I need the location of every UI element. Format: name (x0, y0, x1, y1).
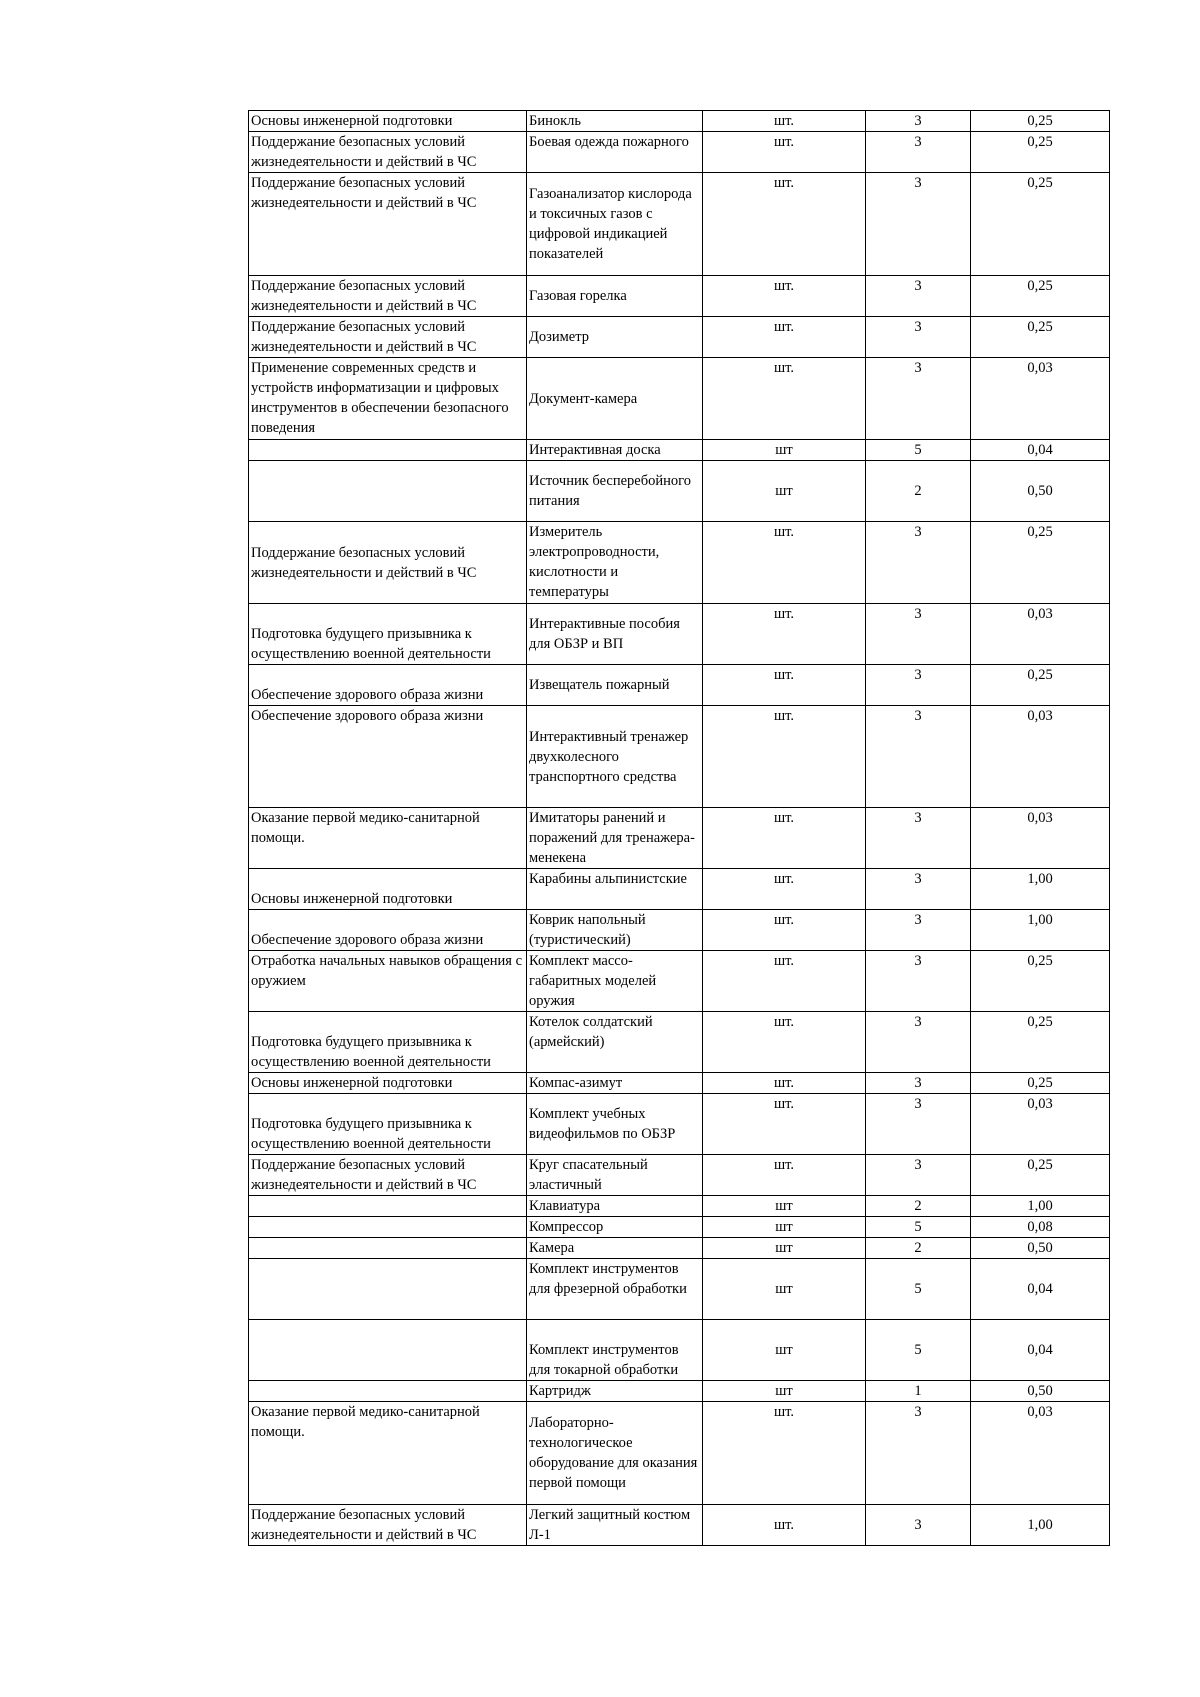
table-row (249, 1259, 1110, 1320)
item-cell: Камера (527, 1238, 703, 1259)
table-row (249, 869, 1110, 910)
unit-cell: шт (703, 1238, 866, 1259)
unit-cell: шт. (703, 951, 866, 1012)
direction-cell (249, 440, 527, 461)
direction-cell: Подготовка будущего призывника к осуществлению военной деятельности (249, 1012, 527, 1073)
table-row (249, 665, 1110, 706)
rate-cell: 0,25 (971, 665, 1110, 706)
unit-cell: шт. (703, 173, 866, 276)
item-cell: Интерактивная доска (527, 440, 703, 461)
qty-cell: 5 (866, 1259, 971, 1320)
item-cell: Дозиметр (527, 317, 703, 358)
rate-cell: 0,25 (971, 1155, 1110, 1196)
qty-cell: 3 (866, 111, 971, 132)
item-cell: Измеритель электропроводности, кислотности и температуры (527, 522, 703, 604)
rate-cell: 0,25 (971, 1012, 1110, 1073)
item-cell: Интерактивный тренажер двухколесного транспортного средства (527, 706, 703, 808)
unit-cell: шт. (703, 808, 866, 869)
rate-cell: 0,25 (971, 317, 1110, 358)
qty-cell: 3 (866, 1505, 971, 1546)
qty-cell: 3 (866, 1073, 971, 1094)
direction-cell: Основы инженерной подготовки (249, 1073, 527, 1094)
qty-cell: 1 (866, 1381, 971, 1402)
item-cell: Интерактивные пособия для ОБЗР и ВП (527, 604, 703, 665)
rate-cell: 0,25 (971, 173, 1110, 276)
item-cell: Бинокль (527, 111, 703, 132)
item-cell: Источник бесперебойного питания (527, 461, 703, 522)
unit-cell: шт. (703, 1505, 866, 1546)
direction-cell: Обеспечение здорового образа жизни (249, 665, 527, 706)
unit-cell: шт. (703, 665, 866, 706)
qty-cell: 2 (866, 461, 971, 522)
unit-cell: шт. (703, 1402, 866, 1505)
unit-cell: шт. (703, 276, 866, 317)
unit-cell: шт. (703, 1094, 866, 1155)
rate-cell: 1,00 (971, 910, 1110, 951)
direction-cell: Обеспечение здорового образа жизни (249, 706, 527, 808)
unit-cell: шт. (703, 1155, 866, 1196)
qty-cell: 2 (866, 1196, 971, 1217)
direction-cell: Поддержание безопасных условий жизнедеятельности и действий в ЧС (249, 317, 527, 358)
rate-cell: 0,03 (971, 1094, 1110, 1155)
unit-cell: шт. (703, 1012, 866, 1073)
rate-cell: 0,50 (971, 1238, 1110, 1259)
table-row (249, 1196, 1110, 1217)
rate-cell: 1,00 (971, 869, 1110, 910)
unit-cell: шт. (703, 317, 866, 358)
item-cell: Имитаторы ранений и поражений для тренажера-менекена (527, 808, 703, 869)
item-cell: Извещатель пожарный (527, 665, 703, 706)
table-row (249, 461, 1110, 522)
direction-cell: Применение современных средств и устройств информатизации и цифровых инструментов в обеспечении безопасного поведения (249, 358, 527, 440)
rate-cell: 0,25 (971, 132, 1110, 173)
direction-cell (249, 1320, 527, 1381)
rate-cell: 0,25 (971, 111, 1110, 132)
rate-cell: 1,00 (971, 1505, 1110, 1546)
direction-cell: Поддержание безопасных условий жизнедеятельности и действий в ЧС (249, 132, 527, 173)
unit-cell: шт (703, 1196, 866, 1217)
qty-cell: 5 (866, 1320, 971, 1381)
table-row (249, 1402, 1110, 1505)
table-row (249, 358, 1110, 440)
item-cell: Котелок солдатский (армейский) (527, 1012, 703, 1073)
table-row (249, 604, 1110, 665)
qty-cell: 3 (866, 604, 971, 665)
table-row (249, 910, 1110, 951)
rate-cell: 1,00 (971, 1196, 1110, 1217)
rate-cell: 0,08 (971, 1217, 1110, 1238)
unit-cell: шт. (703, 869, 866, 910)
table-row (249, 173, 1110, 276)
rate-cell: 0,25 (971, 951, 1110, 1012)
qty-cell: 3 (866, 1155, 971, 1196)
qty-cell: 3 (866, 132, 971, 173)
equipment-table (248, 110, 1110, 1546)
rate-cell: 0,03 (971, 604, 1110, 665)
rate-cell: 0,50 (971, 1381, 1110, 1402)
qty-cell: 3 (866, 910, 971, 951)
qty-cell: 3 (866, 869, 971, 910)
qty-cell: 3 (866, 808, 971, 869)
table-row (249, 951, 1110, 1012)
table-row (249, 808, 1110, 869)
item-cell: Компрессор (527, 1217, 703, 1238)
item-cell: Лабораторно-технологическое оборудование для оказания первой помощи (527, 1402, 703, 1505)
direction-cell (249, 1238, 527, 1259)
table-row (249, 522, 1110, 604)
rate-cell: 0,03 (971, 706, 1110, 808)
direction-cell: Подготовка будущего призывника к осуществлению военной деятельности (249, 604, 527, 665)
table-row (249, 1320, 1110, 1381)
table-row (249, 1012, 1110, 1073)
table-row (249, 1155, 1110, 1196)
unit-cell: шт (703, 440, 866, 461)
rate-cell: 0,03 (971, 358, 1110, 440)
item-cell: Газоанализатор кислорода и токсичных газов с цифровой индикацией показателей (527, 173, 703, 276)
direction-cell: Подготовка будущего призывника к осуществлению военной деятельности (249, 1094, 527, 1155)
unit-cell: шт. (703, 522, 866, 604)
direction-cell (249, 461, 527, 522)
direction-cell: Основы инженерной подготовки (249, 111, 527, 132)
item-cell: Комплект массо-габаритных моделей оружия (527, 951, 703, 1012)
table-row (249, 132, 1110, 173)
direction-cell: Поддержание безопасных условий жизнедеятельности и действий в ЧС (249, 1505, 527, 1546)
direction-cell: Оказание первой медико-санитарной помощи. (249, 808, 527, 869)
qty-cell: 3 (866, 276, 971, 317)
item-cell: Карабины альпинистские (527, 869, 703, 910)
table-row (249, 440, 1110, 461)
item-cell: Комплект учебных видеофильмов по ОБЗР (527, 1094, 703, 1155)
direction-cell: Поддержание безопасных условий жизнедеятельности и действий в ЧС (249, 522, 527, 604)
table-row (249, 276, 1110, 317)
table-row (249, 1381, 1110, 1402)
rate-cell: 0,03 (971, 1402, 1110, 1505)
direction-cell: Обеспечение здорового образа жизни (249, 910, 527, 951)
unit-cell: шт. (703, 910, 866, 951)
direction-cell: Отработка начальных навыков обращения с оружием (249, 951, 527, 1012)
table-row (249, 1505, 1110, 1546)
direction-cell (249, 1381, 527, 1402)
item-cell: Компас-азимут (527, 1073, 703, 1094)
qty-cell: 5 (866, 440, 971, 461)
qty-cell: 3 (866, 1402, 971, 1505)
item-cell: Легкий защитный костюм Л-1 (527, 1505, 703, 1546)
unit-cell: шт (703, 461, 866, 522)
table-row (249, 1238, 1110, 1259)
rate-cell: 0,04 (971, 1320, 1110, 1381)
qty-cell: 3 (866, 706, 971, 808)
unit-cell: шт (703, 1320, 866, 1381)
unit-cell: шт. (703, 358, 866, 440)
direction-cell: Основы инженерной подготовки (249, 869, 527, 910)
direction-cell (249, 1196, 527, 1217)
rate-cell: 0,25 (971, 276, 1110, 317)
direction-cell: Поддержание безопасных условий жизнедеятельности и действий в ЧС (249, 1155, 527, 1196)
item-cell: Боевая одежда пожарного (527, 132, 703, 173)
item-cell: Комплект инструментов для фрезерной обработки (527, 1259, 703, 1320)
unit-cell: шт. (703, 604, 866, 665)
qty-cell: 3 (866, 317, 971, 358)
unit-cell: шт (703, 1259, 866, 1320)
qty-cell: 3 (866, 951, 971, 1012)
table-row (249, 1217, 1110, 1238)
unit-cell: шт. (703, 111, 866, 132)
qty-cell: 3 (866, 665, 971, 706)
direction-cell (249, 1259, 527, 1320)
direction-cell: Оказание первой медико-санитарной помощи. (249, 1402, 527, 1505)
qty-cell: 5 (866, 1217, 971, 1238)
item-cell: Клавиатура (527, 1196, 703, 1217)
unit-cell: шт. (703, 706, 866, 808)
qty-cell: 3 (866, 358, 971, 440)
unit-cell: шт (703, 1217, 866, 1238)
item-cell: Картридж (527, 1381, 703, 1402)
qty-cell: 3 (866, 522, 971, 604)
table-row (249, 1094, 1110, 1155)
rate-cell: 0,50 (971, 461, 1110, 522)
unit-cell: шт (703, 1381, 866, 1402)
unit-cell: шт. (703, 132, 866, 173)
rate-cell: 0,25 (971, 522, 1110, 604)
table-row (249, 317, 1110, 358)
direction-cell: Поддержание безопасных условий жизнедеятельности и действий в ЧС (249, 276, 527, 317)
rate-cell: 0,04 (971, 440, 1110, 461)
unit-cell: шт. (703, 1073, 866, 1094)
item-cell: Газовая горелка (527, 276, 703, 317)
item-cell: Комплект инструментов для токарной обработки (527, 1320, 703, 1381)
table-row (249, 1073, 1110, 1094)
table-row (249, 111, 1110, 132)
direction-cell (249, 1217, 527, 1238)
qty-cell: 3 (866, 1012, 971, 1073)
qty-cell: 3 (866, 173, 971, 276)
qty-cell: 3 (866, 1094, 971, 1155)
rate-cell: 0,04 (971, 1259, 1110, 1320)
rate-cell: 0,03 (971, 808, 1110, 869)
item-cell: Круг спасательный эластичный (527, 1155, 703, 1196)
direction-cell: Поддержание безопасных условий жизнедеятельности и действий в ЧС (249, 173, 527, 276)
item-cell: Коврик напольный (туристический) (527, 910, 703, 951)
qty-cell: 2 (866, 1238, 971, 1259)
table-row (249, 706, 1110, 808)
rate-cell: 0,25 (971, 1073, 1110, 1094)
item-cell: Документ-камера (527, 358, 703, 440)
